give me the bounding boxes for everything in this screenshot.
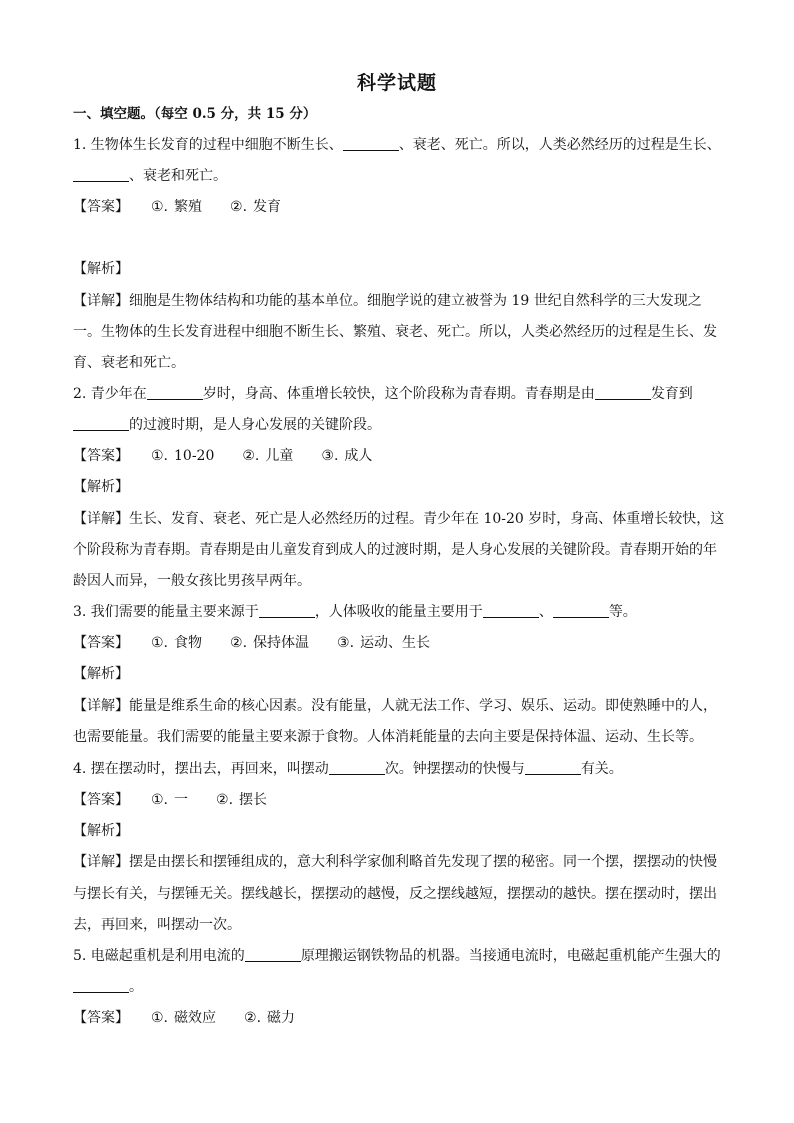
answer-blank	[329, 760, 385, 775]
answer-blank	[553, 603, 609, 618]
answer-blank	[595, 385, 651, 400]
detail-4-line-2: 与摆长有关，与摆锤无关。摆线越长，摆摆动的越慢，反之摆线越短，摆摆动的越快。摆在摆动时，摆出	[73, 886, 717, 902]
answer-4: 【答案】 ①. 一 ②. 摆长	[73, 792, 268, 808]
analysis-label: 【解析】	[73, 666, 129, 682]
detail-1-line-3: 育、衰老和死亡。	[73, 355, 185, 371]
answer-blank	[73, 978, 129, 993]
answer-blank	[343, 136, 399, 151]
question-4-line-1: 4. 摆在摆动时，摆出去，再回来，叫摆动 次。钟摆摆动的快慢与 有关。	[73, 761, 623, 777]
detail-4-line-1: 【详解】摆是由摆长和摆锤组成的，意大利科学家伽利略首先发现了摆的秘密。同一个摆，摆摆动的快慢	[73, 854, 717, 870]
question-2-line-2: 的过渡时期，是人身心发展的关键阶段。	[73, 415, 733, 435]
answer-blank	[525, 760, 581, 775]
answer-3: 【答案】 ①. 食物 ②. 保持体温 ③. 运动、生长	[73, 635, 431, 651]
question-1-line-1: 1. 生物体生长发育的过程中细胞不断生长、 、衰老、死亡。所以，人类必然经历的过程是生长、	[73, 137, 721, 153]
section-heading: 一、填空题。（每空 0.5 分，共 15 分）	[73, 106, 317, 122]
detail-2-line-1: 【详解】生长、发育、衰老、死亡是人必然经历的过程。青少年在 10-20 岁时，身高、体重增长较快，这	[73, 511, 725, 527]
question-5-line-2: 。	[73, 977, 733, 997]
question-5-line-1: 5. 电磁起重机是利用电流的 原理搬运钢铁物品的机器。当接通电流时，电磁起重机能产生强大的	[73, 948, 721, 964]
answer-2: 【答案】 ①. 10-20 ②. 儿童 ③. 成人	[73, 448, 373, 464]
detail-1-line-1: 【详解】细胞是生物体结构和功能的基本单位。细胞学说的建立被誉为 19 世纪自然科学的三大发现之	[73, 293, 702, 309]
page-title: 科学试题	[356, 72, 437, 94]
question-2-line-1: 2. 青少年在 岁时，身高、体重增长较快，这个阶段称为青春期。青春期是由 发育到	[73, 386, 693, 402]
detail-4-line-3: 去，再回来，叫摆动一次。	[73, 917, 241, 933]
answer-label: 【答案】	[73, 199, 129, 215]
detail-1-line-2: 一。生物体的生长发育进程中细胞不断生长、繁殖、衰老、死亡。所以，人类必然经历的过程是生长、发	[73, 324, 717, 340]
answer-1: 【答案】 ①. 繁殖 ②. 发育	[73, 199, 282, 215]
detail-3-line-1: 【详解】能量是维系生命的核心因素。没有能量，人就无法工作、学习、娱乐、运动。即使熟睡中的人，	[73, 698, 717, 714]
answer-blank	[245, 947, 301, 962]
answer-5: 【答案】 ①. 磁效应 ②. 磁力	[73, 1010, 296, 1026]
detail-3-line-2: 也需要能量。我们需要的能量主要来源于食物。人体消耗能量的去向主要是保持体温、运动、生长等。	[73, 729, 703, 745]
analysis-label: 【解析】	[73, 823, 129, 839]
analysis-label: 【解析】	[73, 261, 129, 277]
answer-blank	[147, 385, 203, 400]
analysis-label: 【解析】	[73, 479, 129, 495]
answer-blank	[483, 603, 539, 618]
answer-blank	[73, 416, 129, 431]
answer-blank	[259, 603, 315, 618]
question-3-line-1: 3. 我们需要的能量主要来源于 ，人体吸收的能量主要用于 、 等。	[73, 604, 637, 620]
question-1-line-2: 、衰老和死亡。	[73, 166, 733, 186]
detail-2-line-3: 龄因人而异，一般女孩比男孩早两年。	[73, 573, 311, 589]
detail-2-line-2: 个阶段称为青春期。青春期是由儿童发育到成人的过渡时期，是人身心发展的关键阶段。青春期开始的年	[73, 542, 717, 558]
answer-blank	[73, 167, 129, 182]
